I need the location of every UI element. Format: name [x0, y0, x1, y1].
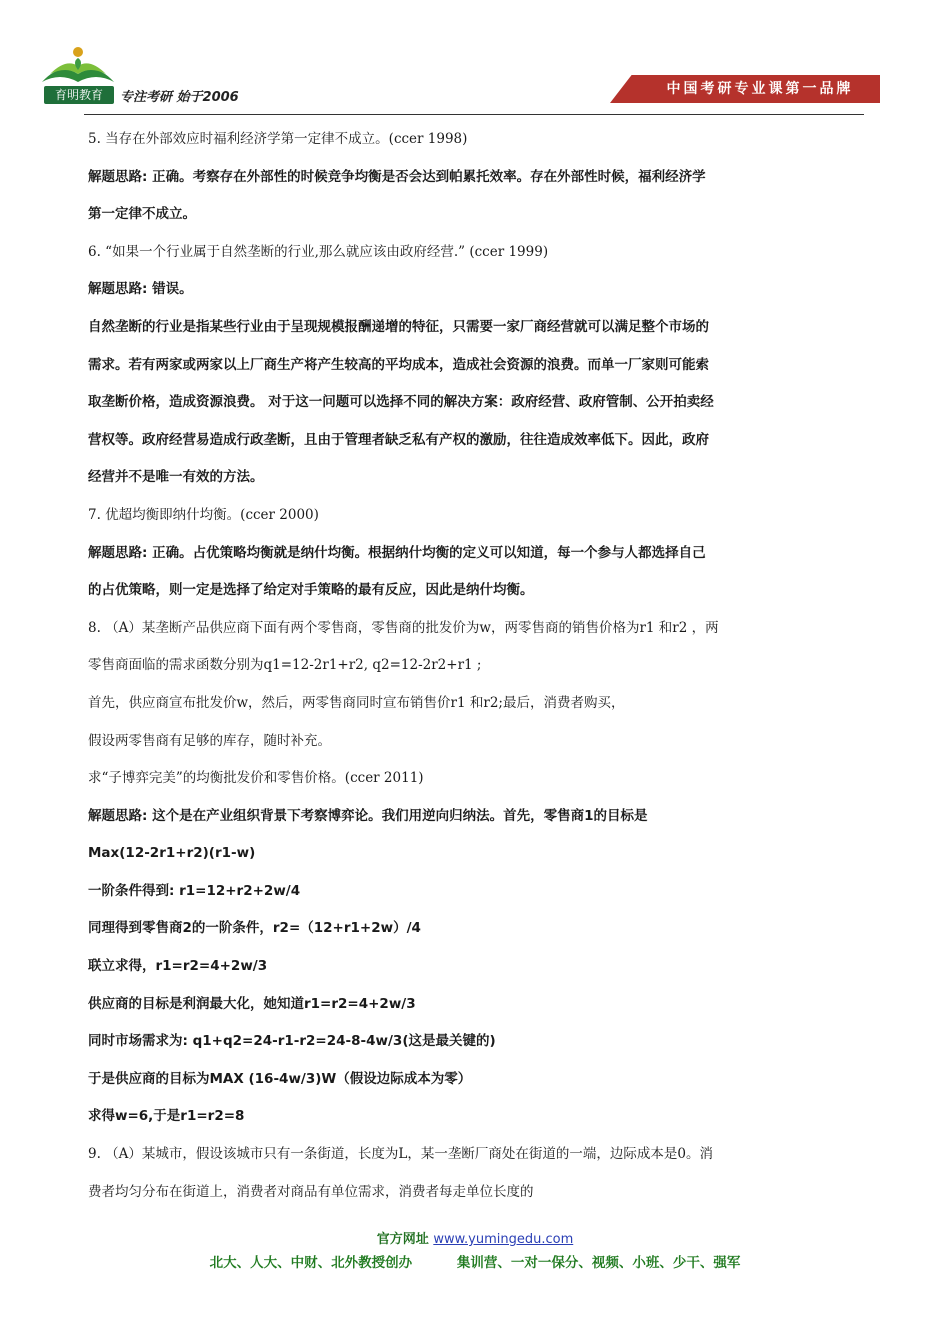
brand-slogan: 专注考研 始于2006 [120, 90, 239, 105]
answer-line: 经营并不是唯一有效的方法。 [88, 469, 264, 486]
question-line: 零售商面临的需求函数分别为q1=12-2r1+r2, q2=12-2r2+r1 ; [88, 657, 482, 674]
header-divider [84, 114, 864, 115]
answer-line: 供应商的目标是利润最大化，她知道r1=r2=4+2w/3 [88, 995, 416, 1012]
leaf-logo-icon [36, 44, 120, 92]
footer-tagline [0, 1251, 950, 1271]
answer-line: 同时市场需求为: q1+q2=24-r1-r2=24-8-4w/3(这是最关键的) [88, 1033, 496, 1050]
page-header [0, 0, 950, 120]
question-line: 5. 当存在外部效应时福利经济学第一定律不成立。(ccer 1998) [88, 131, 468, 147]
answer-line: Max(12-2r1+r2)(r1-w) [88, 845, 256, 862]
answer-line: 联立求得，r1=r2=4+2w/3 [88, 958, 268, 975]
answer-line: 一阶条件得到: r1=12+r2+2w/4 [88, 882, 301, 899]
question-line: 首先，供应商宣布批发价w，然后，两零售商同时宣布销售价r1 和r2;最后，消费者购买， [88, 694, 625, 711]
footer-site-line [0, 1228, 950, 1247]
answer-line: 自然垄断的行业是指某些行业由于呈现规模报酬递增的特征，只需要一家厂商经营就可以满足整个市场的 [88, 318, 709, 335]
answer-line: 取垄断价格，造成资源浪费。 对于这一问题可以选择不同的解决方案：政府经营、政府管制、公开拍卖经 [88, 394, 714, 411]
page-footer [0, 1228, 950, 1271]
answer-line: 解题思路: 这个是在产业组织背景下考察博弈论。我们用逆向归纳法。首先，零售商1的目标是 [88, 807, 648, 824]
footer-right-text: 集训营、一对一保分、视频、小班、少干、强军 [456, 1255, 741, 1271]
document-body [88, 121, 863, 1211]
question-line: 假设两零售商有足够的库存，随时补充。 [88, 732, 331, 749]
question-line: 费者均匀分布在街道上，消费者对商品有单位需求，消费者每走单位长度的 [88, 1183, 534, 1200]
answer-line: 于是供应商的目标为MAX (16-4w/3)W（假设边际成本为零） [88, 1070, 472, 1087]
question-line: 求“子博弈完美”的均衡批发价和零售价格。(ccer 2011) [88, 770, 424, 787]
answer-line: 营权等。政府经营易造成行政垄断，且由于管理者缺乏私有产权的激励，往往造成效率低下。因此，政府 [88, 431, 709, 448]
banner-text: 中国考研专业课第一品牌 [666, 81, 854, 97]
answer-line: 解题思路: 错误。 [88, 281, 193, 298]
footer-left-text: 北大、人大、中财、北外教授创办 [209, 1255, 413, 1271]
question-line: 9. （A）某城市，假设该城市只有一条街道，长度为L，某一垄断厂商处在街道的一端，边际成本是0。消 [88, 1146, 713, 1163]
answer-line: 解题思路: 正确。考察存在外部性的时候竞争均衡是否会达到帕累托效率。存在外部性时候，福利经济学 [88, 168, 706, 185]
answer-line: 需求。若有两家或两家以上厂商生产将产生较高的平均成本，造成社会资源的浪费。而单一厂家则可能索 [88, 356, 709, 373]
footer-site-link[interactable]: www.yumingedu.com [433, 1232, 574, 1247]
question-line: 6. “如果一个行业属于自然垄断的行业,那么就应该由政府经营.” (ccer 1999) [88, 243, 549, 260]
brand-name: 育明教育 [44, 86, 114, 104]
answer-line: 的占优策略，则一定是选择了给定对手策略的最有反应，因此是纳什均衡。 [88, 582, 534, 599]
question-line: 8. （A）某垄断产品供应商下面有两个零售商，零售商的批发价为w，两零售商的销售价格为r1 和r2 ，两 [88, 619, 719, 636]
answer-line: 同理得到零售商2的一阶条件，r2=（12+r1+2w）/4 [88, 920, 421, 937]
answer-line: 第一定律不成立。 [88, 206, 196, 223]
answer-line: 求得w=6,于是r1=r2=8 [88, 1108, 245, 1125]
question-line: 7. 优超均衡即纳什均衡。(ccer 2000) [88, 506, 319, 523]
footer-site-label: 官方网址 [376, 1232, 429, 1247]
answer-line: 解题思路: 正确。占优策略均衡就是纳什均衡。根据纳什均衡的定义可以知道，每一个参与人都选择自己 [88, 544, 706, 561]
